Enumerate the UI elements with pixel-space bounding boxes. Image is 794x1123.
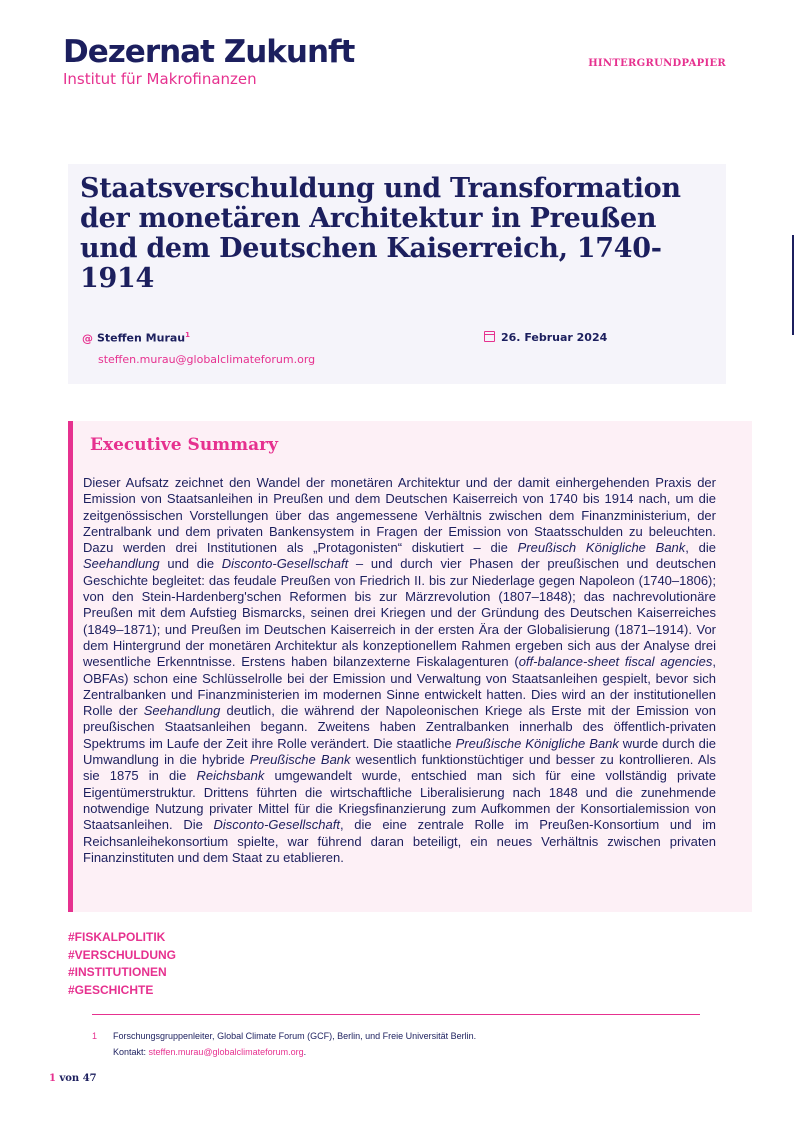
summary-text-part: wesentlich funktionstüchtiger und besser zu kontrollieren. Als sie 1875 in die <box>83 752 716 784</box>
summary-text-part: , die eine zentrale Rolle im Preußen-Konsortium und im Reichsanleihekonsortium spielte, war führend daran beteiligt, ein neues Verhältnis zwischen privaten Finanzinstituten und dem Staat zu etablieren. <box>83 817 716 865</box>
tag-geschichte[interactable]: #GESCHICHTE <box>68 982 154 997</box>
contact-label: Kontakt: <box>113 1047 147 1057</box>
footnote-divider <box>92 1014 700 1015</box>
brand-name: Dezernat Zukunft <box>63 34 355 70</box>
total-pages: 47 <box>82 1073 97 1084</box>
summary-text <box>83 475 716 866</box>
summary-text-part: – und durch vier Phasen der preußischen und deutschen Geschichte begleitet: das feudale Preußen von Friedrich II. bis zur Niederlage gegen Napoleon (1740–1806); von den Stein-Hardenberg'schen Reformen bis zur Märzrevolution (1807–1848); das nachrevolutionäre Preußen mit dem Aufstieg Bismarcks, seinen drei Kriegen und der Gründung des Deutschen Kaiserreiches (1849–1871); und Preußen im Deutschen Kaiserreich in der ersten Ära der Globalisierung (1871–1914). Vor dem Hintergrund der monetären Architektur als konzeptionellem Rahmen ergeben sich aus der Analyse drei wesentliche Erkenntnisse. Erstens haben bilanzexterne Fiskalagenturen ( <box>83 556 716 670</box>
author-footnote-ref[interactable]: 1 <box>185 331 191 339</box>
tag-list <box>68 929 176 999</box>
summary-text-part: und die <box>159 556 222 572</box>
summary-italic-term: Disconto-Gesellschaft <box>213 817 340 833</box>
tag-verschuldung[interactable]: #VERSCHULDUNG <box>68 947 177 962</box>
author-email-link[interactable]: steffen.murau@globalclimateforum.org <box>98 353 316 366</box>
brand-logo <box>63 34 354 89</box>
date-text: 26. Februar 2024 <box>501 331 608 344</box>
document-type-label: HINTERGRUNDPAPIER <box>588 58 726 69</box>
summary-italic-term: Preußisch Königliche Bank <box>517 540 686 556</box>
footnote <box>92 1028 476 1060</box>
footnote-contact <box>92 1044 476 1060</box>
footnote-number: 1 <box>92 1031 98 1041</box>
summary-italic-term: Seehandlung <box>83 556 160 572</box>
summary-text-part: Dieser Aufsatz zeichnet den Wandel der monetären Architektur und der damit einhergehenden Praxis der Emission von Staatsanleihen in Preußen und dem Deutschen Kaiserreich von 1740 bis 1914 nach, um die zeitgenössischen Vorstellungen über das angemessene Verhältnis zwischen dem Finanzministerium, der Zentralbank und dem privaten Bankensystem in Fragen der Emission von Staatsschulden zu beleuchten. Dazu werden drei Institutionen als „Protagonisten“ diskutiert – die <box>83 475 716 556</box>
summary-text-part: , die <box>685 540 716 556</box>
page-of-label: von <box>59 1073 80 1084</box>
current-page: 1 <box>49 1073 56 1084</box>
summary-italic-term: Seehandlung <box>143 703 221 719</box>
author-line <box>82 331 190 345</box>
summary-text-part: , OBFAs) schon eine Schlüsselrolle bei der Emission und Verwaltung von Staatsanleihen gespielt, bevor sich Zentralbanken und Finanzministerien im modernen Sinne entwickelt hatten. Dies wird an der institutionellen Rolle der <box>83 654 716 719</box>
summary-italic-term: off-balance-sheet fiscal agencies <box>518 654 713 670</box>
summary-text-part: umgewandelt wurde, entschied man sich für eine vollständig private Eigentümerstruktur. Drittens führten die wirtschaftliche Liberalisierung nach 1848 und die zunehmende notwendige Nutzung privater Mittel für die Kriegsfinanzierung zum Aufkommen der Konsortialemission von Staatsanleihen. Die <box>83 768 716 833</box>
tag-fiskalpolitik[interactable]: #FISKALPOLITIK <box>68 930 166 944</box>
summary-italic-term: Preußische Bank <box>249 752 351 768</box>
title-block <box>68 164 726 384</box>
summary-italic-term: Reichsbank <box>196 768 265 784</box>
contact-email-link[interactable]: steffen.murau@globalclimateforum.org <box>148 1047 304 1057</box>
summary-italic-term: Preußische Königliche Bank <box>455 735 619 751</box>
summary-italic-term: Disconto-Gesellschaft <box>221 556 349 572</box>
executive-summary <box>68 421 752 912</box>
footnote-text: Forschungsgruppenleiter, Global Climate Forum (GCF), Berlin, und Freie Universität Berlin. <box>113 1031 477 1041</box>
tag-institutionen[interactable]: #INSTITUTIONEN <box>68 965 167 979</box>
footnote-line <box>92 1028 476 1044</box>
contact-end: . <box>303 1047 307 1057</box>
page-number <box>49 1073 97 1084</box>
calendar-icon <box>484 331 495 342</box>
document-title: Staatsverschuldung und Transformation der monetären Architektur in Preußen und dem Deutschen Kaiserreich, 1740-1914 <box>80 173 681 294</box>
summary-text-part: deutlich, die während der Napoleonischen Kriege als Erste mit der Emission von preußischen Staatsanleihen begann. Zweitens haben Zentralbanken innerhalb des öffentlich-privaten Spektrums im Laufe der Zeit ihre Rolle verändert. Die staatliche <box>83 703 717 751</box>
at-icon: @ <box>82 331 93 345</box>
summary-heading: Executive Summary <box>90 435 279 455</box>
brand-subtitle: Institut für Makrofinanzen <box>63 70 257 88</box>
publication-date <box>484 331 607 344</box>
author-name: Steffen Murau <box>97 331 186 345</box>
summary-text-part: wurde durch die Umwandlung in die hybride <box>83 735 716 768</box>
